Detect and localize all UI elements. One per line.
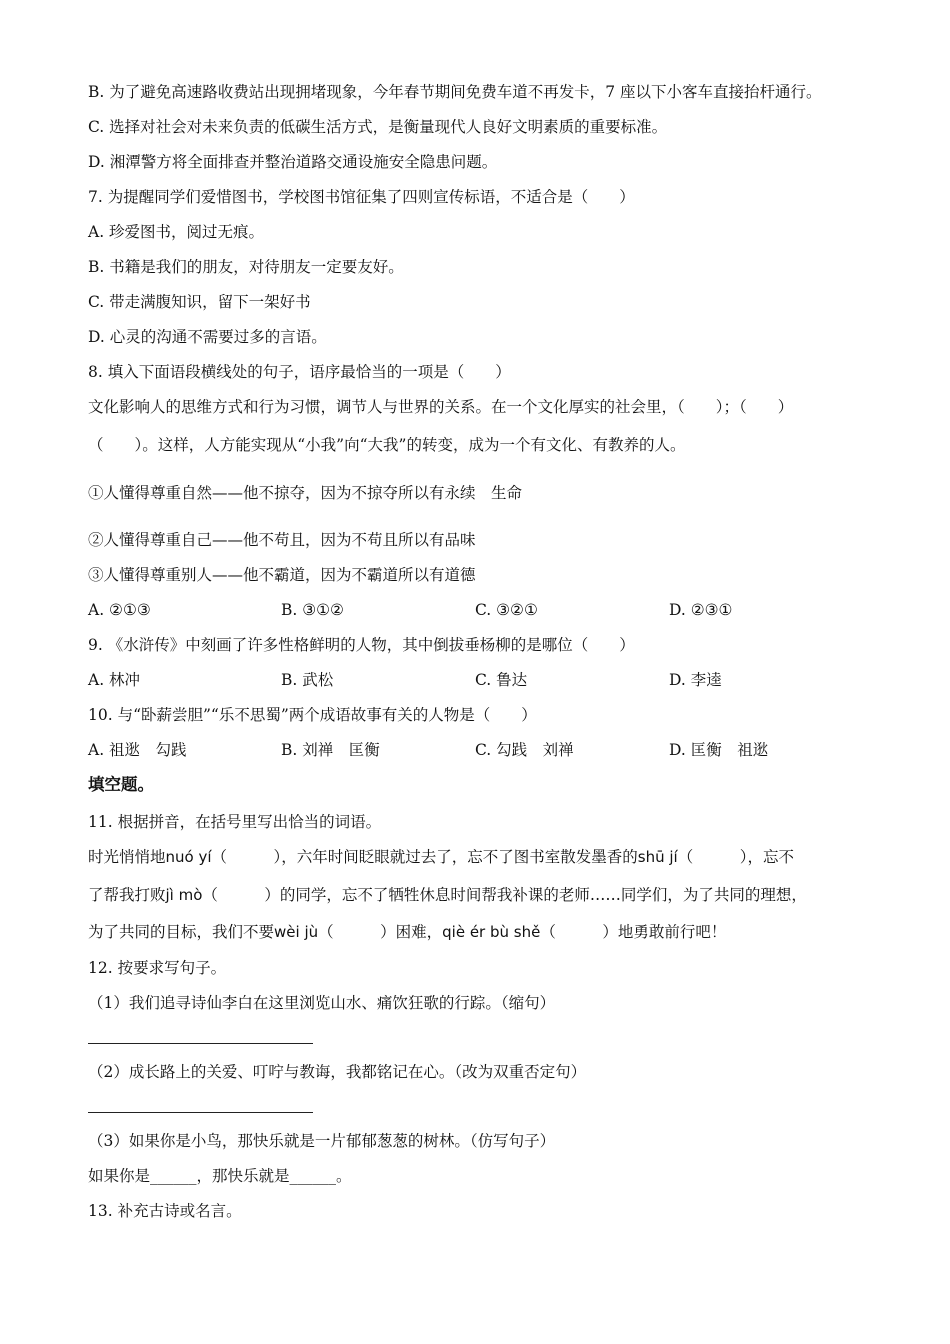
q10-option-b: B. 刘禅 匡衡 <box>281 741 380 759</box>
q11-text-1c: （ ），忘不 <box>677 848 794 866</box>
q12-part3: （3）如果你是小鸟，那快乐就是一片郁郁葱葱的树林。（仿写句子） <box>88 1132 556 1150</box>
q6-option-c: C. 选择对社会对未来负责的低碳生活方式，是衡量现代人良好文明素质的重要标准。 <box>88 118 668 136</box>
q12-part1: （1）我们追寻诗仙李白在这里浏览山水、痛饮狂歌的行踪。（缩句） <box>88 994 556 1012</box>
q7-stem: 7. 为提醒同学们爱惜图书，学校图书馆征集了四则宣传标语，不适合是（ ） <box>88 188 635 206</box>
q7-option-b: B. 书籍是我们的朋友，对待朋友一定要友好。 <box>88 258 404 276</box>
q12-part2-answer-line[interactable] <box>88 1112 313 1113</box>
q12-part3-answer: 如果你是______，那快乐就是______。 <box>88 1167 352 1185</box>
q7-option-c: C. 带走满腹知识，留下一架好书 <box>88 293 311 311</box>
q12-part2: （2）成长路上的关爱、叮咛与教诲，我都铭记在心。（改为双重否定句） <box>88 1063 587 1081</box>
q9-option-a: A. 林冲 <box>88 671 141 689</box>
q9-option-b: B. 武松 <box>281 671 334 689</box>
q9-option-d: D. 李逵 <box>669 671 722 689</box>
q11-stem: 11. 根据拼音，在括号里写出恰当的词语。 <box>88 813 382 831</box>
q11-text-1a: 时光悄悄地 <box>88 848 166 866</box>
q8-stem: 8. 填入下面语段横线处的句子，语序最恰当的一项是（ ） <box>88 363 511 381</box>
pinyin-shuji: shū jí <box>637 848 678 866</box>
q8-option-d: D. ②③① <box>669 601 733 619</box>
q8-passage-line1: 文化影响人的思维方式和行为习惯，调节人与世界的关系。在一个文化厚实的社会里，（ ）；（ ） <box>88 398 794 416</box>
q10-option-a: A. 祖逖 勾践 <box>88 741 187 759</box>
q6-option-b: B. 为了避免高速路收费站出现拥堵现象，今年春节期间免费车道不再发卡，7 座以下小客车直接抬杆通行。 <box>88 83 822 101</box>
q8-sentence-2: ②人懂得尊重自己——他不苟且，因为不苟且所以有品味 <box>88 531 476 549</box>
pinyin-weiju: wèi jù <box>274 923 319 941</box>
q9-option-c: C. 鲁达 <box>475 671 528 689</box>
q6-option-d: D. 湘潭警方将全面排查并整治道路交通设施安全隐患问题。 <box>88 153 498 171</box>
section-title-fill-in: 填空题。 <box>88 775 154 794</box>
q11-text-3b: （ ）困难， <box>318 923 443 941</box>
q11-line1 <box>88 847 794 867</box>
q11-text-1b: （ ），六年时间眨眼就过去了，忘不了图书室散发墨香的 <box>211 848 638 866</box>
q12-stem: 12. 按要求写句子。 <box>88 959 227 977</box>
q11-text-2a: 了帮我打败 <box>88 886 166 904</box>
q12-part1-answer-line[interactable] <box>88 1043 313 1044</box>
pinyin-qieerbushe: qiè ér bù shě <box>442 923 541 941</box>
q13-stem: 13. 补充古诗或名言。 <box>88 1202 242 1220</box>
q11-text-3c: （ ）地勇敢前行吧！ <box>540 923 727 941</box>
q7-option-a: A. 珍爱图书，阅过无痕。 <box>88 223 265 241</box>
q8-sentence-1: ①人懂得尊重自然——他不掠夺，因为不掠夺所以有永续 生命 <box>88 484 523 502</box>
q8-passage-line2: （ ）。这样，人方能实现从“小我”向“大我”的转变，成为一个有文化、有教养的人。 <box>88 436 686 454</box>
q8-option-b: B. ③①② <box>281 601 344 619</box>
q7-option-d: D. 心灵的沟通不需要过多的言语。 <box>88 328 327 346</box>
q9-stem: 9. 《水浒传》中刻画了许多性格鲜明的人物，其中倒拔垂杨柳的是哪位（ ） <box>88 636 635 654</box>
pinyin-jimo: jì mò <box>165 886 203 904</box>
q10-option-d: D. 匡衡 祖逖 <box>669 741 769 759</box>
q11-line3 <box>88 922 726 942</box>
q11-text-2b: （ ）的同学，忘不了牺牲休息时间帮我补课的老师……同学们，为了共同的理想， <box>202 886 807 904</box>
q10-option-c: C. 勾践 刘禅 <box>475 741 574 759</box>
q8-option-c: C. ③②① <box>475 601 538 619</box>
q11-text-3a: 为了共同的目标，我们不要 <box>88 923 275 941</box>
q10-stem: 10. 与“卧薪尝胆”“乐不思蜀”两个成语故事有关的人物是（ ） <box>88 706 537 724</box>
q8-option-a: A. ②①③ <box>88 601 151 619</box>
q11-line2 <box>88 885 807 905</box>
pinyin-nuoyi: nuó yí <box>165 848 212 866</box>
q8-sentence-3: ③人懂得尊重别人——他不霸道，因为不霸道所以有道德 <box>88 566 476 584</box>
